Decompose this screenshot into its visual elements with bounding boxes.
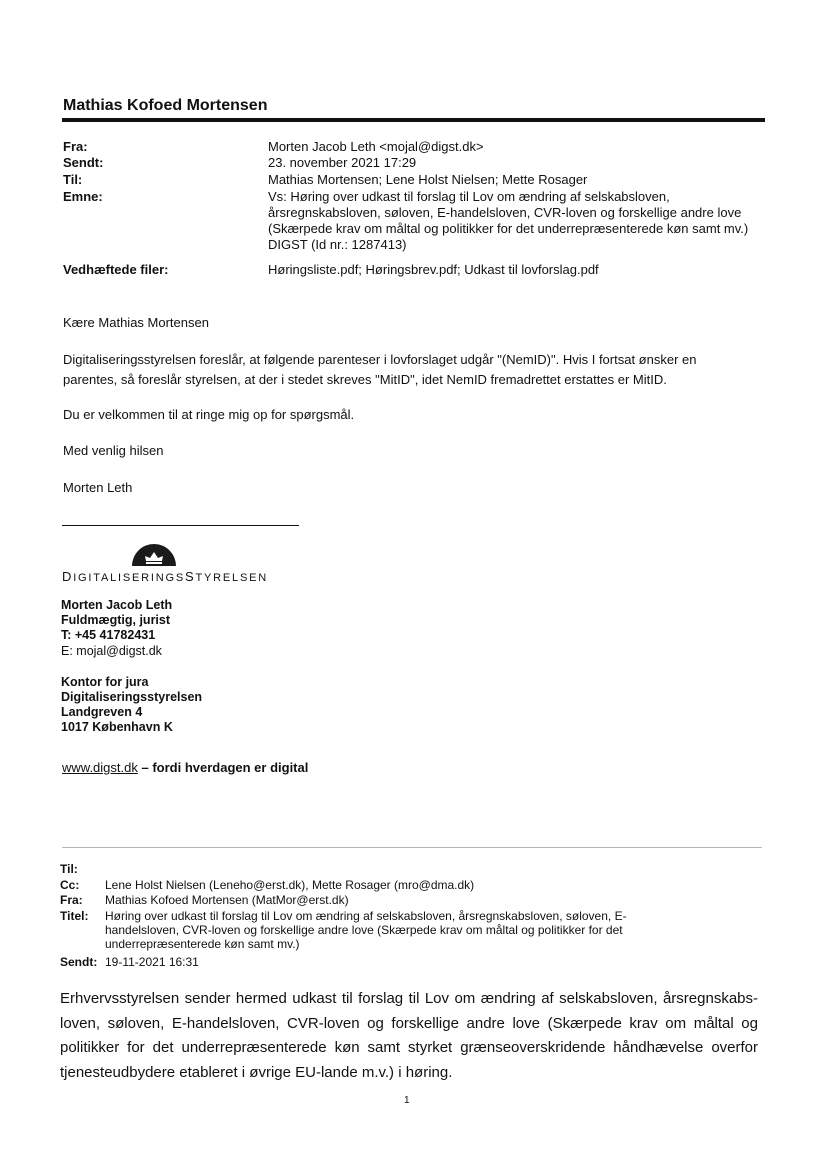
header-divider bbox=[62, 118, 765, 122]
address-line: 1017 København K bbox=[61, 720, 173, 734]
subject-line: DIGST (Id nr.: 1287413) bbox=[268, 237, 407, 252]
logo-word: TYRELSEN bbox=[195, 572, 268, 584]
signature-email[interactable]: E: mojal@digst.dk bbox=[61, 644, 162, 658]
title-line: handelsloven, CVR-loven og forskellige andre love (Skærpede krav om måltal og politikker for det bbox=[105, 923, 623, 937]
tagline: – fordi hverdagen er digital bbox=[137, 760, 309, 775]
agency-logo-text bbox=[62, 569, 268, 584]
page-number: 1 bbox=[404, 1095, 410, 1106]
website-link[interactable]: www.digst.dk bbox=[62, 760, 138, 775]
closing-text: Med venlig hilsen bbox=[63, 443, 164, 458]
address-line: Landgreven 4 bbox=[61, 705, 143, 719]
forward-from-label: Fra: bbox=[60, 893, 83, 907]
website-line bbox=[62, 760, 308, 775]
to-value: Mathias Mortensen; Lene Holst Nielsen; Mette Rosager bbox=[268, 172, 588, 187]
crown-logo-icon bbox=[129, 540, 179, 568]
signature-phone: T: +45 41782431 bbox=[61, 628, 156, 642]
subject-line: årsregnskabsloven, søloven, E-handelsloven, CVR-loven og forskellige andre love bbox=[268, 205, 742, 220]
body-line: Digitaliseringsstyrelsen foreslår, at følgende parenteser i lovforslaget udgår "(NemID)". Hvis I fortsat ønsker en bbox=[63, 352, 697, 367]
to-label: Til: bbox=[63, 172, 83, 187]
sent-value: 23. november 2021 17:29 bbox=[268, 155, 417, 170]
logo-initial: S bbox=[185, 569, 196, 584]
sender-name: Morten Leth bbox=[63, 480, 133, 495]
signature-title: Fuldmægtig, jurist bbox=[61, 613, 171, 627]
forward-title-value bbox=[105, 909, 705, 951]
subject-label: Emne: bbox=[63, 189, 103, 204]
address-line: Kontor for jura bbox=[61, 675, 149, 689]
invitation-text: Du er velkommen til at ringe mig op for spørgsmål. bbox=[63, 407, 355, 422]
logo-initial: D bbox=[62, 569, 74, 584]
forward-body-paragraph: Erhvervsstyrelsen sender hermed udkast til forslag til Lov om ændring af selskabsloven, årsregnskabs-loven, søloven, E-handelsloven, CVR-loven og forskellige andre love (Skærpede krav om måltal og politikker for det underrepræsenterede køn samt styrket grænseoverskridende håndhævelse overfor tjenesteudbydere etableret i øvrige EU-lande m.v.) i høring. bbox=[60, 990, 758, 1081]
document-owner-name: Mathias Kofoed Mortensen bbox=[63, 97, 268, 114]
forward-cc-label: Cc: bbox=[60, 878, 80, 892]
greeting: Kære Mathias Mortensen bbox=[63, 315, 209, 330]
office-address bbox=[61, 675, 202, 735]
forward-title-label: Titel: bbox=[60, 909, 89, 923]
signature-name: Morten Jacob Leth bbox=[61, 598, 173, 612]
subject-line: (Skærpede krav om måltal og politikker for det underrepræsenterede køn samt mv.) bbox=[268, 221, 749, 236]
attachments-label: Vedhæftede filer: bbox=[63, 262, 169, 277]
body-paragraph bbox=[63, 350, 763, 390]
forward-sent-value: 19-11-2021 16:31 bbox=[105, 955, 199, 969]
from-label: Fra: bbox=[63, 139, 88, 154]
subject-line: Vs: Høring over udkast til forslag til Lov om ændring af selskabsloven, bbox=[268, 189, 670, 204]
forward-sent-label: Sendt: bbox=[60, 955, 98, 969]
subject-value bbox=[268, 189, 768, 253]
forward-to-label: Til: bbox=[60, 862, 78, 876]
address-line: Digitaliseringsstyrelsen bbox=[61, 690, 203, 704]
from-value: Morten Jacob Leth <mojal@digst.dk> bbox=[268, 139, 484, 154]
sent-label: Sendt: bbox=[63, 155, 104, 170]
attachments-value[interactable]: Høringsliste.pdf; Høringsbrev.pdf; Udkast til lovforslag.pdf bbox=[268, 262, 599, 277]
forward-cc-value: Lene Holst Nielsen (Leneho@erst.dk), Mette Rosager (mro@dma.dk) bbox=[105, 878, 475, 892]
body-line: parentes, så foreslår styrelsen, at der i stedet skreves "MitID", idet NemID fremadrettet erstattes er MitID. bbox=[63, 372, 667, 387]
forward-from-value: Mathias Kofoed Mortensen (MatMor@erst.dk) bbox=[105, 893, 349, 907]
title-line: underrepræsenterede køn samt mv.) bbox=[105, 937, 300, 951]
signature-divider bbox=[62, 525, 299, 526]
forward-divider bbox=[62, 847, 762, 848]
logo-word: IGITALISERINGS bbox=[73, 572, 185, 584]
title-line: Høring over udkast til forslag til Lov om ændring af selskabsloven, årsregnskabsloven, søloven, E- bbox=[105, 909, 627, 923]
